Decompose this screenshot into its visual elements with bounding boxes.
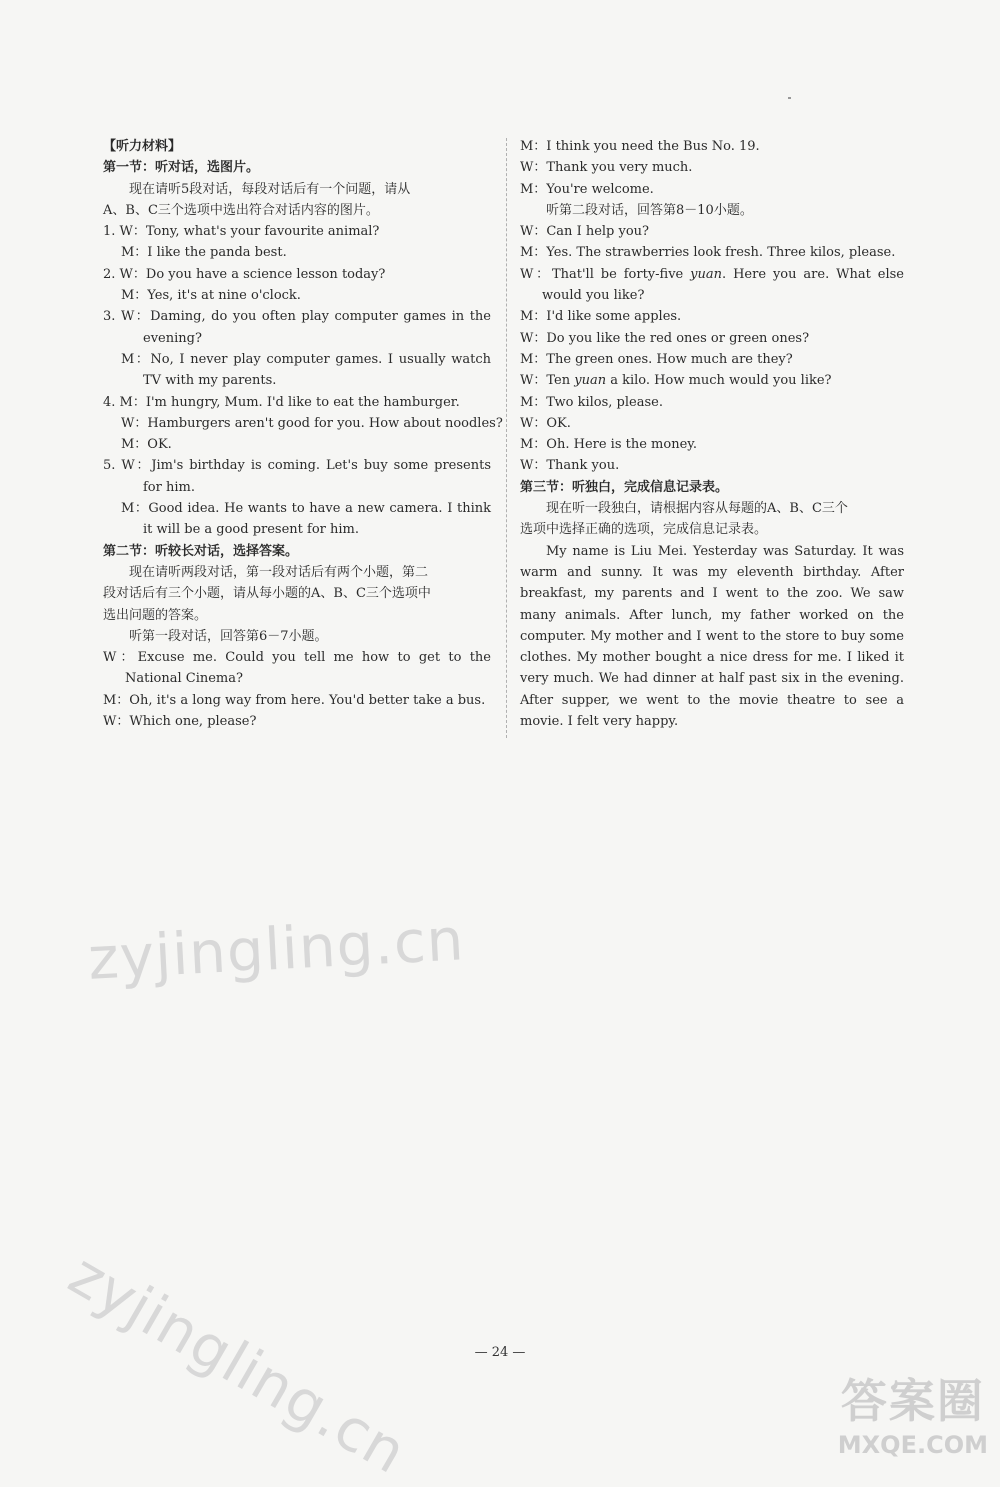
text-line: W：Excuse me. Could you tell me how to get to the <box>103 650 491 666</box>
text-line: W：Hamburgers aren't good for you. How about noodles? <box>121 415 503 431</box>
text-line: M：The green ones. How much are they? <box>520 351 793 367</box>
text-line: would you like? <box>542 288 645 304</box>
text-line: 2. W：Do you have a science lesson today? <box>103 266 386 282</box>
column-divider <box>506 138 507 738</box>
text-line: National Cinema? <box>125 671 243 687</box>
text-line: TV with my parents. <box>143 373 277 389</box>
watermark: zyjingling.cn <box>86 905 466 993</box>
section-heading: 第三节：听独白，完成信息记录表。 <box>520 479 729 495</box>
text-line: W：Thank you very much. <box>520 160 693 176</box>
text-line: My name is Liu Mei. Yesterday was Saturday. It was <box>546 543 904 559</box>
text-line: W：Thank you. <box>520 458 620 474</box>
text-line: 段对话后有三个小题，请从每小题的A、B、C三个选项中 <box>103 586 431 602</box>
section-heading: 第二节：听较长对话，选择答案。 <box>103 543 299 559</box>
text-line: evening? <box>143 330 202 346</box>
text-line: A、B、C三个选项中选出符合对话内容的图片。 <box>103 202 379 218</box>
text-line: 5. W：Jim's birthday is coming. Let's buy some presents <box>103 458 491 474</box>
site-logo <box>838 1365 988 1459</box>
text-line: M：Two kilos, please. <box>520 394 663 410</box>
text-line: 3. W：Daming, do you often play computer games in the <box>103 309 491 325</box>
logo-text: 答案圈 <box>840 1374 985 1428</box>
text-line: breakfast, my parents and I went to the zoo. We saw <box>520 586 904 602</box>
logo-domain: MXQE.COM <box>837 1431 988 1459</box>
text-line: W：Ten yuan a kilo. How much would you like? <box>520 373 832 389</box>
text-line: for him. <box>143 479 195 495</box>
right-column <box>520 136 904 732</box>
text-line: 听第一段对话，回答第6－7小题。 <box>129 628 328 644</box>
section-heading: 第一节：听对话，选图片。 <box>103 160 260 176</box>
text-line: After supper, we went to the movie theatre to see a <box>520 692 904 708</box>
text-line: M：I'd like some apples. <box>520 309 682 325</box>
text-line: W：That'll be forty-five yuan. Here you are. What else <box>520 266 904 282</box>
text-line: W：OK. <box>520 415 571 431</box>
text-line: M：Yes, it's at nine o'clock. <box>121 288 301 304</box>
text-line: 听第二段对话，回答第8－10小题。 <box>546 202 753 218</box>
text-line: M：I like the panda best. <box>121 245 287 261</box>
text-line: 现在听一段独白，请根据内容从每题的A、B、C三个 <box>546 501 848 517</box>
text-line: 现在请听两段对话，第一段对话后有两个小题，第二 <box>129 564 429 580</box>
text-line: M：Oh, it's a long way from here. You'd better take a bus. <box>103 692 486 708</box>
text-line: 选出问题的答案。 <box>103 607 208 623</box>
text-line: clothes. My mother bought a nice dress for me. I liked it <box>520 650 904 666</box>
text-line: M：Yes. The strawberries look fresh. Three kilos, please. <box>520 245 896 261</box>
text-line: W：Which one, please? <box>103 714 257 730</box>
text-line: many animals. After lunch, my father worked on the <box>520 607 904 623</box>
section-heading: 【听力材料】 <box>103 139 182 154</box>
text-line: 4. M：I'm hungry, Mum. I'd like to eat the hamburger. <box>103 394 460 410</box>
text-line: M：You're welcome. <box>520 181 654 197</box>
text-line: computer. My mother and I went to the store to buy some <box>520 628 904 644</box>
text-line: W：Do you like the red ones or green ones? <box>520 330 810 346</box>
left-column <box>103 136 503 732</box>
text-line: M：Good idea. He wants to have a new camera. I think <box>121 501 491 517</box>
text-line: very much. We had dinner at half past six in the evening. <box>520 671 904 687</box>
text-line: it will be a good present for him. <box>143 522 360 538</box>
text-line: W：Can I help you? <box>520 224 650 240</box>
text-line: 现在请听5段对话，每段对话后有一个问题，请从 <box>129 181 411 197</box>
text-line: M：I think you need the Bus No. 19. <box>520 139 760 154</box>
text-line: warm and sunny. It was my eleventh birthday. After <box>520 564 904 580</box>
text-line: M：OK. <box>121 437 172 453</box>
text-line: M：No, I never play computer games. I usually watch <box>121 351 491 367</box>
text-line: M：Oh. Here is the money. <box>520 437 698 453</box>
text-line: 选项中选择正确的选项，完成信息记录表。 <box>520 522 768 538</box>
text-line: movie. I felt very happy. <box>520 714 679 730</box>
watermark: zyjingling.cn <box>58 1240 419 1487</box>
scan-speck <box>788 97 791 99</box>
text-line: 1. W：Tony, what's your favourite animal? <box>103 224 380 240</box>
page-number: — 24 — <box>474 1345 526 1360</box>
